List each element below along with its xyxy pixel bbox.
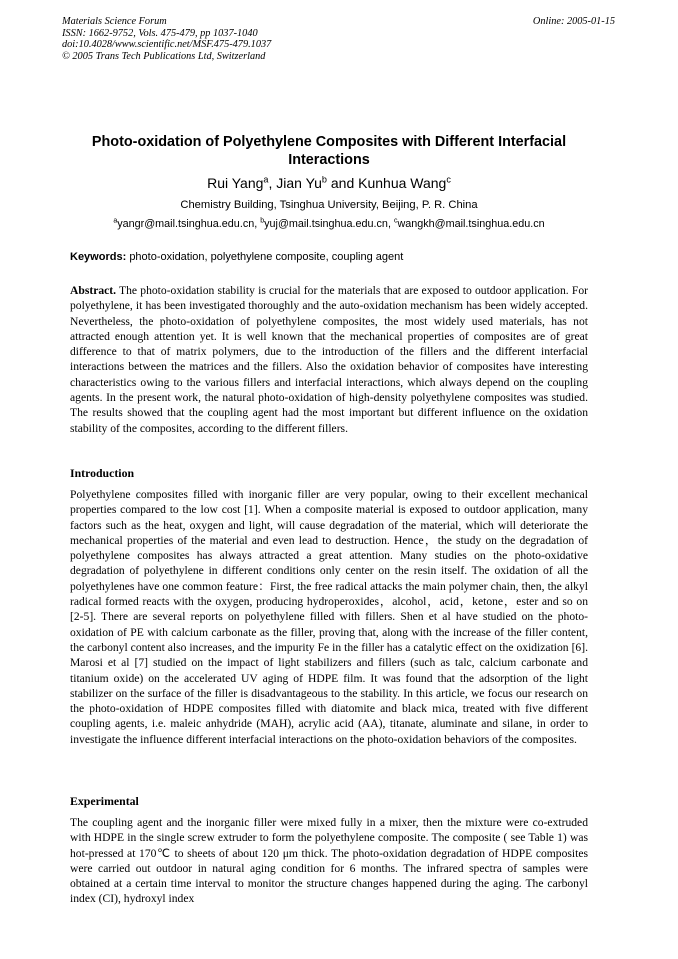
- email-address[interactable]: yangr@mail.tsinghua.edu.cn: [117, 218, 255, 230]
- abstract-label: Abstract.: [70, 284, 117, 297]
- keywords: [70, 251, 588, 263]
- keywords-label: Keywords:: [70, 251, 127, 263]
- email-mark: c: [393, 217, 398, 225]
- issn-line: ISSN: 1662-9752, Vols. 475-479, pp 1037-1040: [62, 27, 258, 39]
- doi-line: doi:10.4028/www.scientific.net/MSF.475-479.1037: [62, 39, 272, 51]
- email-address[interactable]: wangkh@mail.tsinghua.edu.cn: [397, 218, 545, 230]
- email-mark: a: [113, 217, 118, 225]
- introduction-text: Polyethylene composites filled with inorganic filler are very popular, owing to their excellent mechanical properties compared to the low cost [1]. When a composite material is exposed to outdoor application, many factors such as the heat, oxygen and light, will cause degradation of the material, which will deteriorate the mechanical properties of the material and even lead to destruction. Hence，the study on the degradation of polyethylene composites has always attracted a great attention. Many studies on the photo-oxidative degradation of polyethylene in different conditions only center on the resin itself. The oxidation of all the polyethylenes have one common feature：First, the free radical attacks the main polymer chain, then, the alkyl radical formed reacts with the oxygen, producing hydroperoxides，alcohol，acid，ketone，ester and so on [2-5]. There are several reports on polyethylene filled with fillers. Shen et al have studied on the photo-oxidation of PE with calcium carbonate as the filler, proving that, along with the increase of the filler content, the carbonyl content also increases, and the impurity Fe in the filler has a catalytic effect on the oxidization [6]. Marosi et al [7] studied on the impact of light stabilizers and fillers (such as talc, calcium carbonate and titanium oxide) on the accelerated UV aging of HDPE film. It was found that the adsorption of the light stabilizer on the surface of the filler is disadvantageous to the stability. In this article, we focus our research on the photo-oxidation of HDPE composites filled with diatomite and black mica, treated with five different coupling agents, i.e. maleic anhydride (MAH), acrylic acid (AA), titanate, aluminate and silane, in order to investigate the influence different interfacial interactions on the photo-oxidation behaviors of the composites.: [70, 488, 588, 746]
- affiliation: Chemistry Building, Tsinghua University, Beijing, P. R. China: [180, 199, 478, 211]
- abstract: [70, 283, 588, 436]
- journal-name: Materials Science Forum: [62, 16, 167, 27]
- author-name: Jian Yu: [276, 175, 322, 191]
- paper-title: Photo-oxidation of Polyethylene Composites with Different Interfacial Interactions: [91, 134, 567, 168]
- online-date: Online: 2005-01-15: [532, 16, 615, 27]
- copyright-line: © 2005 Trans Tech Publications Ltd, Switzerland: [62, 50, 266, 62]
- email-list: $^a$yangr@mail.tsinghua.edu.cn, $^b$yuj@mail.tsinghua.edu.cn, $^c$wangkh@mail.tsinghua.edu.cn: [113, 217, 545, 230]
- experimental-text: The coupling agent and the inorganic filler were mixed fully in a mixer, then the mixture were co-extruded with HDPE in the single screw extruder to form the polyethylene composite. The composite ( see Table 1) was hot-pressed at 170℃ to sheets of about 120 μm thick. The photo-oxidation degradation of HDPE composites were carried out outdoor in natural aging condition for 6 months. The infrared spectra of samples were obtained at a certain time interval to monitor the structure changes happened during the aging. The carbonyl index (CI), hydroxyl index: [70, 816, 588, 906]
- journal-header: [62, 16, 271, 62]
- author-separator: ,: [268, 175, 277, 191]
- author-separator: and: [326, 175, 359, 191]
- author-list: [70, 175, 588, 191]
- email-address[interactable]: yuj@mail.tsinghua.edu.cn: [264, 218, 388, 230]
- keywords-text: photo-oxidation, polyethylene composite, coupling agent: [129, 251, 404, 263]
- author-affil-mark: a: [263, 174, 269, 185]
- author-name: Rui Yang: [207, 175, 264, 191]
- author-name: Kunhua Wang: [358, 175, 447, 191]
- author-affil-mark: b: [321, 174, 327, 185]
- introduction-heading: Introduction: [70, 466, 135, 480]
- abstract-text: The photo-oxidation stability is crucial for the materials that are exposed to outdoor application. For polyethylene, it has been investigated thoroughly and the auto-oxidation mechanism has been widely accepted. Nevertheless, the photo-oxidation of polyethylene composites, the most widely used materials, has not attracted enough attention yet. It is well known that the mechanical properties of composites are of great difference to that of matrix polymers, due to the introduction of the fillers and the different interfacial interactions between the matrices and the fillers. Also the oxidation behavior of composites have interesting characteristics owing to the various fillers and interfacial interactions, which always depend on the coupling agents. In the present work, the natural photo-oxidation of high-density polyethylene composites was studied. The results showed that the coupling agent had the most important but different influence on the oxidation stability of the composites, according to the different fillers.: [70, 284, 588, 435]
- author-affil-mark: c: [446, 174, 451, 185]
- email-mark: b: [260, 217, 265, 225]
- experimental-heading: Experimental: [70, 794, 139, 808]
